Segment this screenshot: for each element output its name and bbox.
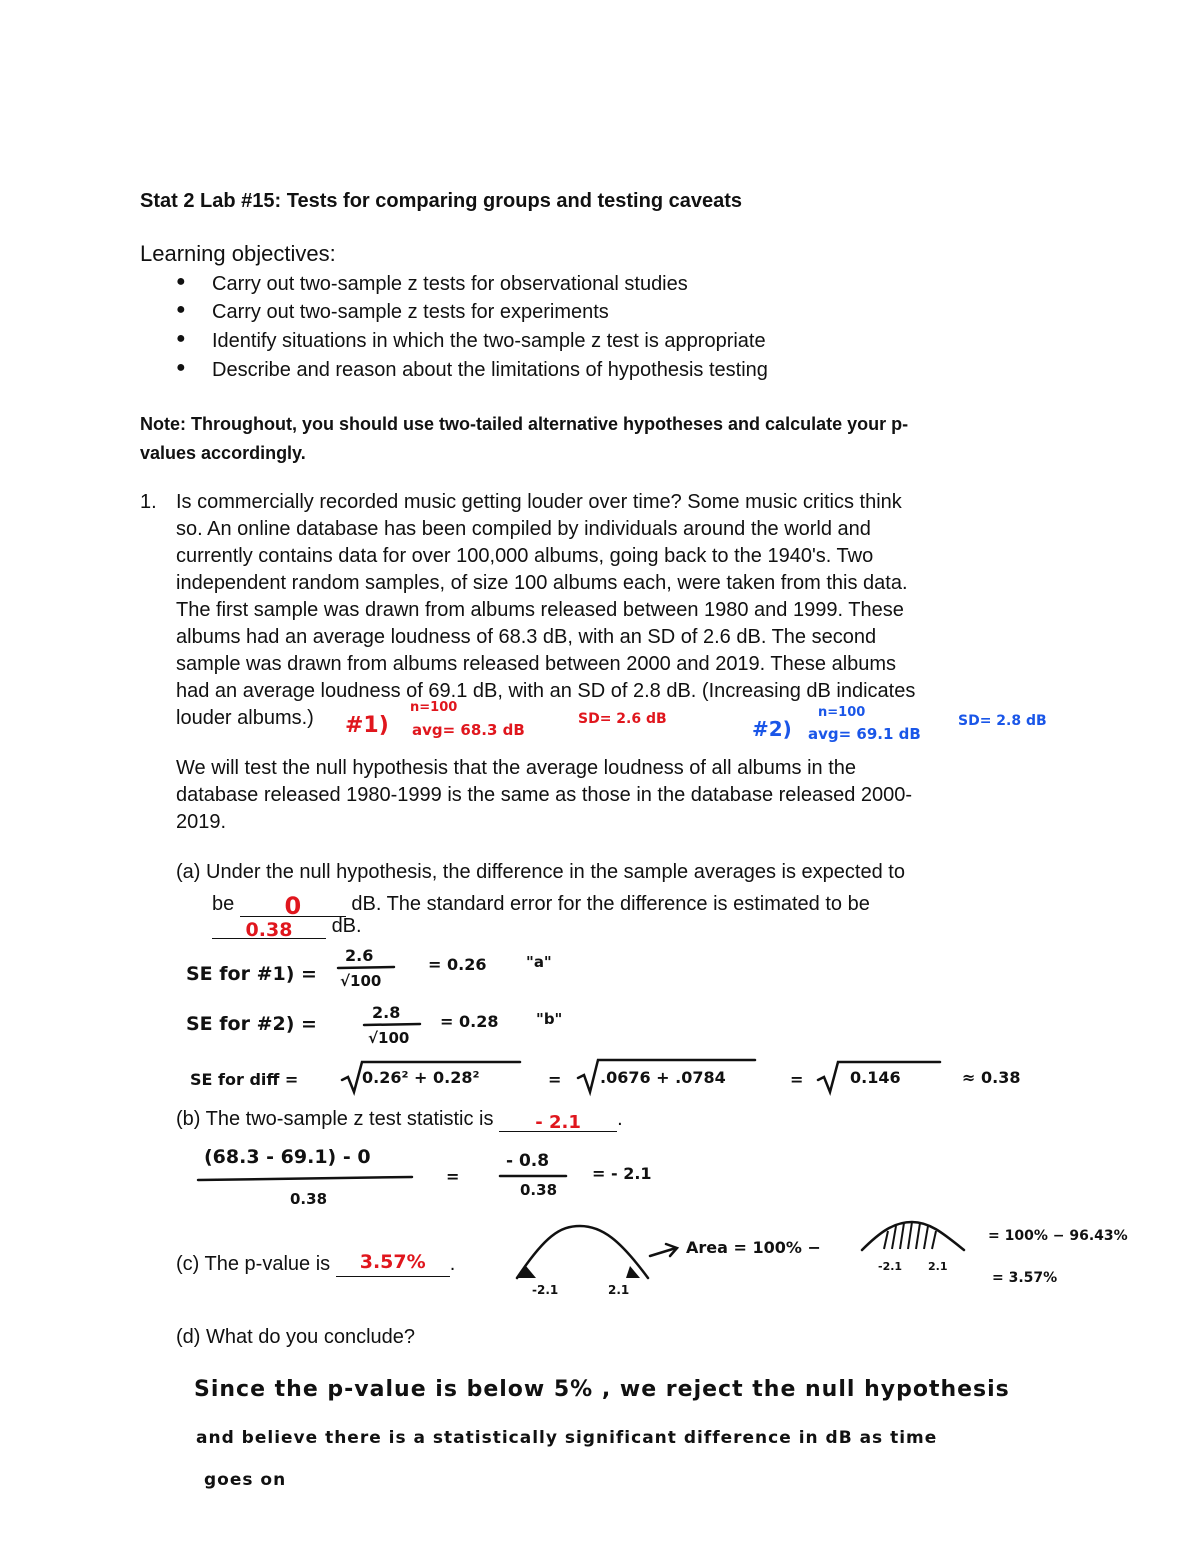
- hw-curve-left-neg: -2.1: [532, 1283, 559, 1297]
- objective-item: ● Carry out two-sample z tests for observational studies: [176, 273, 688, 295]
- shaded-tail: [626, 1266, 640, 1278]
- q1-text-line: louder albums.): [176, 707, 314, 729]
- radical-sign: [342, 1062, 520, 1092]
- hw-sample2-label: #2): [752, 717, 792, 741]
- hw-area-result2: = 3.57%: [992, 1270, 1058, 1286]
- hw-z-denominator2: 0.38: [520, 1181, 558, 1199]
- hw-se2-label: SE for #2) =: [186, 1013, 317, 1035]
- hw-area-result1: = 100% − 96.43%: [988, 1228, 1128, 1244]
- hw-sample1-n: n=100: [410, 700, 458, 715]
- part-c-line: (c) The p-value is 3.57% .: [176, 1251, 456, 1275]
- q1-text-line: The first sample was drawn from albums released between 1980 and 1999. These: [176, 599, 904, 621]
- note: Note: Throughout, you should use two-tailed alternative hypotheses and calculate your p- values accordingly.: [140, 414, 909, 463]
- bell-curve: [517, 1226, 648, 1278]
- hw-sample2-n: n=100: [818, 705, 866, 720]
- hw-conclusion-line3: goes on: [204, 1470, 287, 1490]
- fraction-bar: [364, 1024, 420, 1025]
- answer-blank-z-statistic[interactable]: - 2.1: [499, 1108, 617, 1132]
- part-a-line3: 0.38 dB.: [212, 915, 362, 939]
- hw-conclusion-line1: Since the p-value is below 5% , we reject the null hypothesis: [194, 1377, 1010, 1402]
- hw-z-numerator: (68.3 - 69.1) - 0: [204, 1146, 371, 1168]
- answer-blank-standard-error[interactable]: 0.38: [212, 915, 326, 939]
- part-b-line: (b) The two-sample z test statistic is - 2.1 .: [176, 1108, 623, 1133]
- hw-sediff-eq: =: [548, 1070, 562, 1089]
- hw-se2-result: = 0.28: [440, 1012, 499, 1031]
- hw-se1-num: 2.6: [345, 946, 374, 965]
- q1-text-line: Is commercially recorded music getting louder over time? Some music critics think: [176, 491, 902, 513]
- part-d-line: (d) What do you conclude?: [176, 1326, 416, 1348]
- fraction-bar: [198, 1177, 412, 1180]
- q1-text-line: sample was drawn from albums released between 2000 and 2019. These albums: [176, 653, 897, 675]
- hw-area-text: Area = 100% −: [686, 1238, 821, 1257]
- objective-item: ● Carry out two-sample z tests for experiments: [176, 301, 609, 323]
- hw-z-result: = - 2.1: [592, 1164, 652, 1183]
- hw-sediff-expr2: .0676 + .0784: [600, 1068, 726, 1087]
- hw-se1-tag: "a": [526, 953, 552, 971]
- hw-sediff-eq2: =: [790, 1070, 804, 1089]
- hw-sample1-sd: SD= 2.6 dB: [578, 711, 667, 727]
- hw-z-numerator2: - 0.8: [506, 1151, 550, 1171]
- q1-text-line: independent random samples, of size 100 albums each, were taken from this data.: [176, 572, 908, 594]
- hw-curve-left-pos: 2.1: [608, 1283, 630, 1297]
- bullet-icon: ●: [176, 330, 186, 347]
- hw-sediff-expr3: 0.146: [850, 1068, 901, 1087]
- bell-curve: [862, 1222, 964, 1250]
- hw-conclusion-line2: and believe there is a statistically significant difference in dB as time: [196, 1428, 938, 1448]
- part-a-line2: be 0 dB. The standard error for the difference is estimated to be: [212, 888, 870, 917]
- q1-text-line: currently contains data for over 100,000 albums, going back to the 1940's. Two: [176, 545, 874, 567]
- answer-blank-expected-difference[interactable]: 0: [240, 888, 346, 917]
- q1-text-line: so. An online database has been compiled by individuals around the world and: [176, 518, 871, 540]
- hw-sample1-avg: avg= 68.3 dB: [412, 721, 525, 739]
- hw-se1-den: √100: [340, 972, 382, 990]
- hw-se1-label: SE for #1) =: [186, 963, 317, 985]
- hw-curve-right-neg: -2.1: [878, 1260, 903, 1273]
- fraction-bar: [338, 967, 394, 968]
- radical-sign: [578, 1060, 755, 1092]
- hw-se2-num: 2.8: [372, 1003, 401, 1022]
- null-line: database released 1980-1999 is the same as those in the database released 2000-: [176, 784, 913, 806]
- objective-item: ● Describe and reason about the limitations of hypothesis testing: [176, 359, 768, 381]
- hw-se2-tag: "b": [536, 1010, 563, 1028]
- hw-z-eq: =: [446, 1167, 460, 1186]
- hw-z-denominator: 0.38: [290, 1190, 328, 1208]
- q1-text-line: had an average loudness of 69.1 dB, with an SD of 2.8 dB. (Increasing dB indicates: [176, 680, 916, 702]
- null-line: We will test the null hypothesis that the average loudness of all albums in the: [176, 757, 857, 779]
- hw-sediff-expr1: 0.26² + 0.28²: [362, 1068, 480, 1087]
- hw-sample1-label: #1): [345, 713, 389, 738]
- page-title: Stat 2 Lab #15: Tests for comparing groups and testing caveats: [140, 190, 743, 212]
- hw-curve-right-pos: 2.1: [928, 1260, 948, 1273]
- question-number: 1.: [140, 491, 157, 513]
- hw-sediff-approx: ≈ 0.38: [962, 1068, 1021, 1087]
- hw-sediff-label: SE for diff =: [190, 1070, 299, 1089]
- bullet-icon: ●: [176, 301, 186, 318]
- hw-sample2-avg: avg= 69.1 dB: [808, 725, 921, 743]
- hw-se2-den: √100: [368, 1029, 410, 1047]
- answer-blank-p-value[interactable]: 3.57%: [336, 1253, 450, 1277]
- learning-objectives-heading: Learning objectives:: [140, 241, 336, 266]
- hw-se1-result: = 0.26: [428, 955, 487, 974]
- bullet-icon: ●: [176, 273, 186, 290]
- objective-item: ● Identify situations in which the two-sample z test is appropriate: [176, 330, 766, 352]
- null-line: 2019.: [176, 811, 227, 833]
- part-a-line1: (a) Under the null hypothesis, the difference in the sample averages is expected to: [176, 861, 905, 883]
- hw-sample2-sd: SD= 2.8 dB: [958, 713, 1047, 729]
- bullet-icon: ●: [176, 359, 186, 376]
- radical-sign: [818, 1062, 940, 1092]
- q1-text-line: albums had an average loudness of 68.3 dB, with an SD of 2.6 dB. The second: [176, 626, 877, 648]
